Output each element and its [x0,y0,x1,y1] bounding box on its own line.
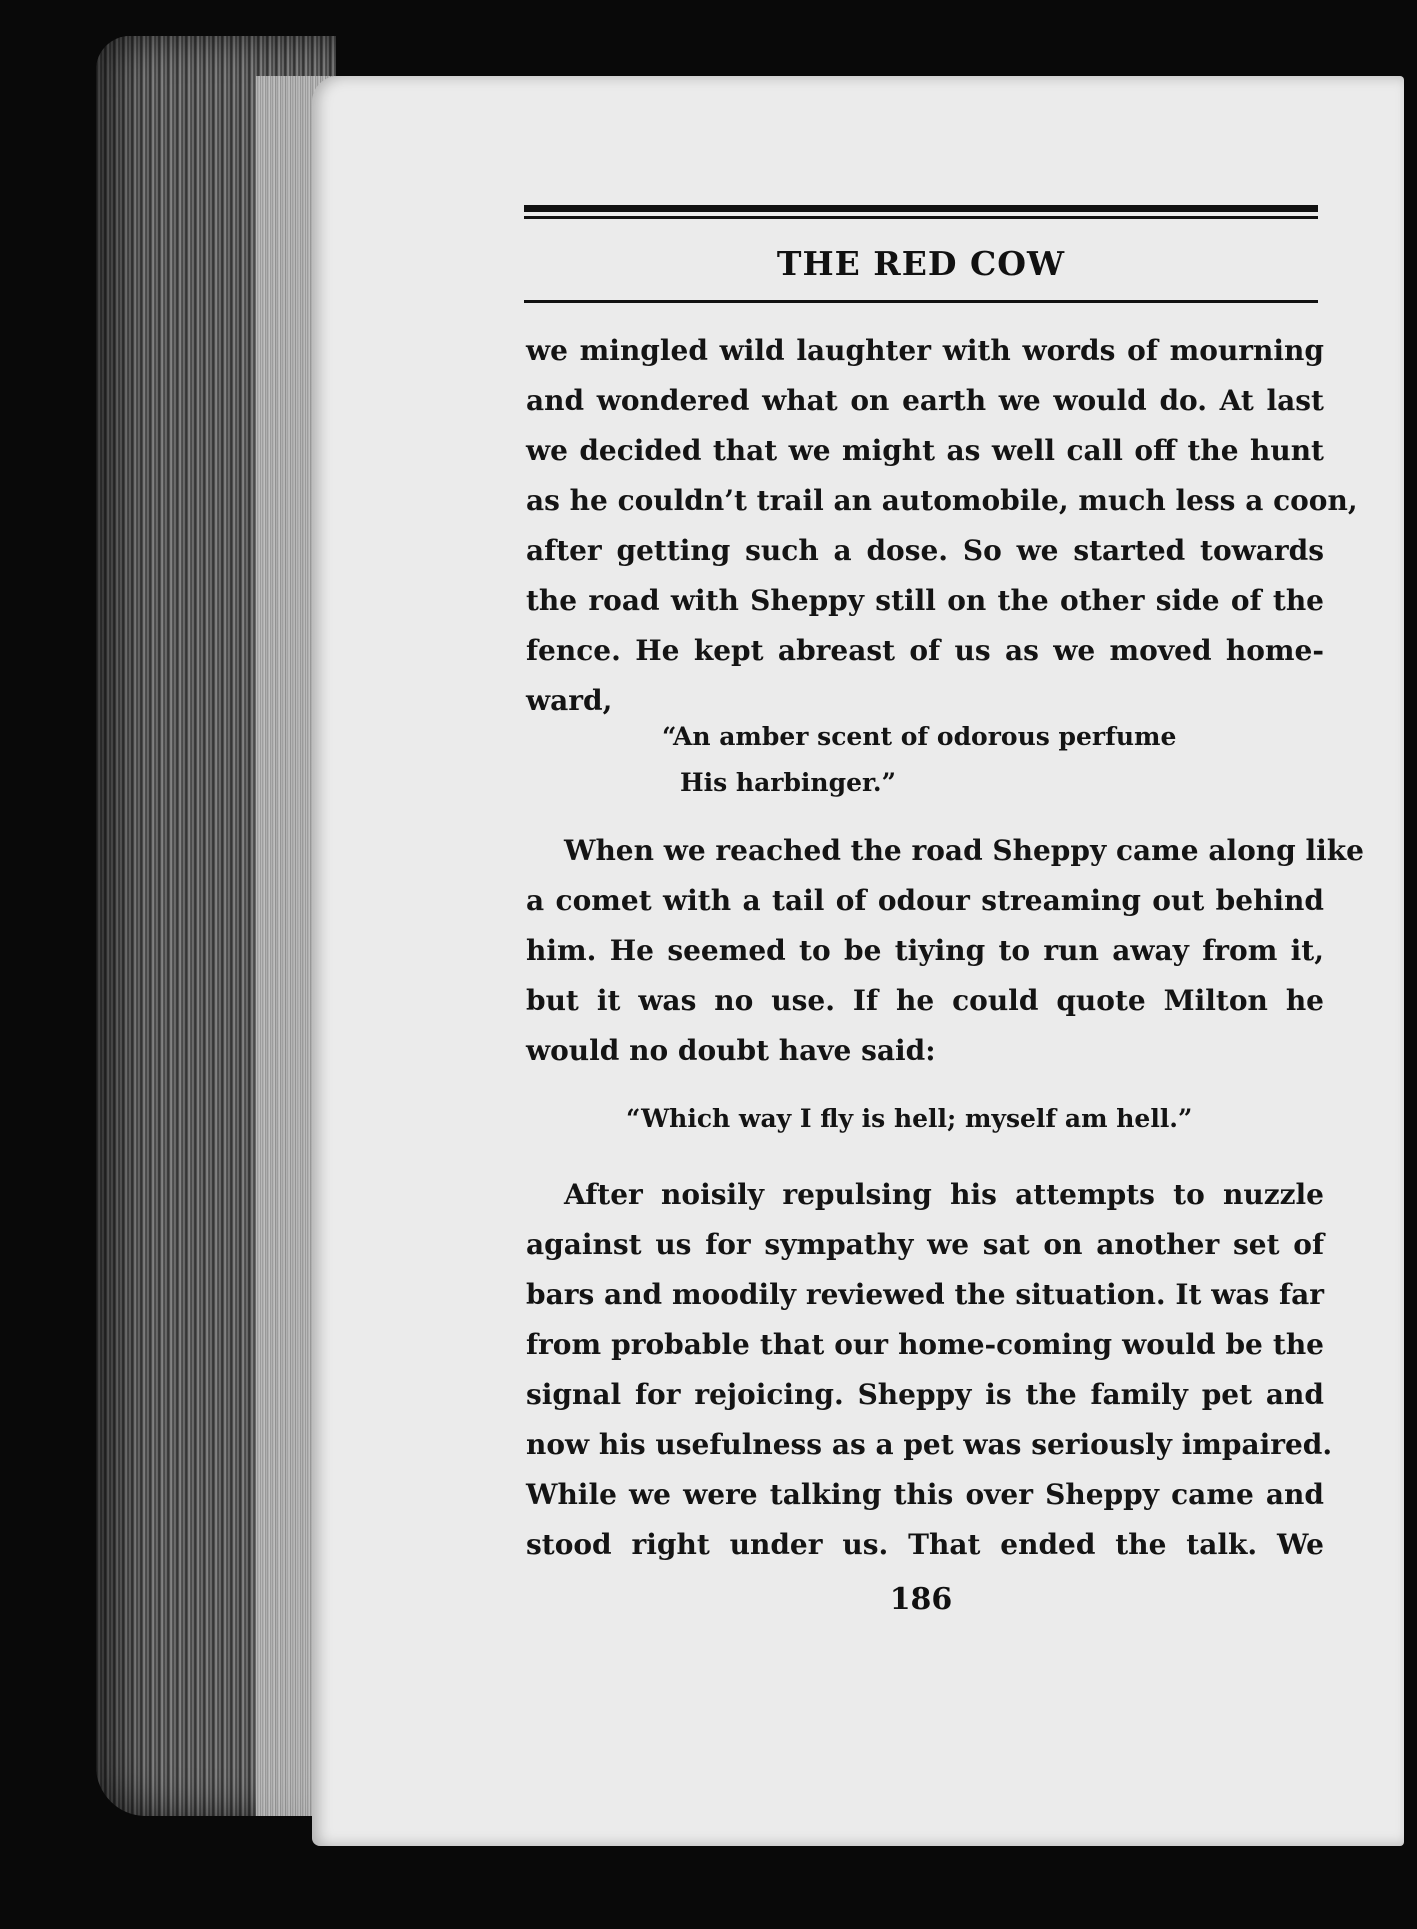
verse-quote-line: “Which way I fly is hell; myself am hell.” [626,1104,1193,1133]
text-line: against us for sympathy we sat on another set of [526,1228,1324,1261]
text-line: after getting such a dose. So we started towards [526,534,1324,567]
text-line: we mingled wild laughter with words of mourning [526,334,1324,367]
text-line: ward, [526,684,613,717]
text-line: fence. He kept abreast of us as we moved home- [526,634,1324,667]
text-line: bars and moodily reviewed the situation. It was far [526,1278,1324,1311]
verse-quote-line: His harbinger.” [680,768,896,797]
text-line: but it was no use. If he could quote Milton he [526,984,1324,1017]
text-line: stood right under us. That ended the talk. We [526,1528,1324,1561]
text-line: and wondered what on earth we would do. At last [526,384,1324,417]
text-line: the road with Sheppy still on the other side of the [526,584,1324,617]
text-line: him. He seemed to be tiying to run away from it, [526,934,1324,967]
verse-quote-line: “An amber scent of odorous perfume [662,722,1177,751]
text-line: as he couldn’t trail an automobile, much less a coon, [526,484,1358,517]
text-line: a comet with a tail of odour streaming out behind [526,884,1324,917]
text-line: When we reached the road Sheppy came along like [564,834,1364,867]
text-line: While we were talking this over Sheppy came and [526,1478,1324,1511]
text-line: would no doubt have said: [526,1034,936,1067]
text-line: now his usefulness as a pet was seriously impaired. [526,1428,1333,1461]
page-stack-edges [96,36,336,1816]
header-rule-thin [524,216,1318,219]
text-line: we decided that we might as well call off the hunt [526,434,1324,467]
header-rule-thick [524,205,1318,212]
text-line: from probable that our home-coming would be the [526,1328,1324,1361]
header-single-rule [524,300,1318,303]
running-title: THE RED COW [776,244,1066,283]
page-number: 186 [889,1582,953,1617]
header-double-rule [524,205,1318,221]
text-line: signal for rejoicing. Sheppy is the family pet and [526,1378,1324,1411]
text-line: After noisily repulsing his attempts to nuzzle [564,1178,1324,1211]
